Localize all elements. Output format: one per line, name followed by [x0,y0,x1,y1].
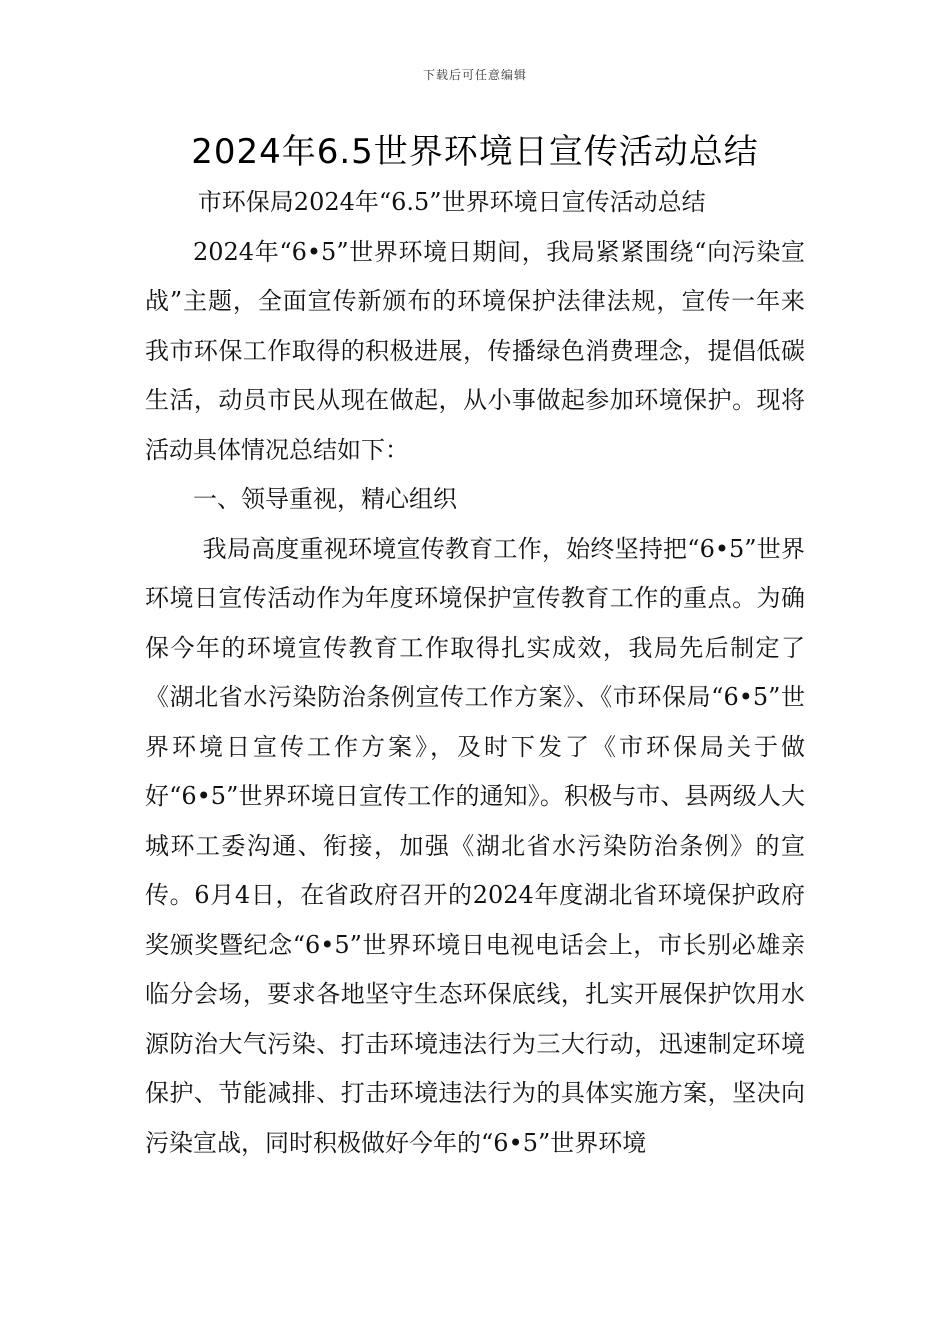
section-heading-1: 一、领导重视，精心组织 [193,485,457,513]
paragraph-section-1: 我局高度重视环境宣传教育工作，始终坚持把“6•5”世界环境日宣传活动作为年度环境保护宣传教育工作的重点。为确保今年的环境宣传教育工作取得扎实成效，我局先后制定了《湖北省水污染防治条例宣传工作方案》、《市环保局“6•5”世界环境日宣传工作方案》，及时下发了《市环保局关于做好“6•5”世界环境日宣传工作的通知》。积极与市、县两级人大城环工委沟通、衔接，加强《湖北省水污染防治条例》的宣传。6月4日，在省政府召开的2024年度湖北省环境保护政府奖颁奖暨纪念“6•5”世界环境日电视电话会上，市长别必雄亲临分会场，要求各地坚守生态环保底线，扎实开展保护饮用水源防治大气污染、打击环境违法行为三大行动，迅速制定环境保护、节能减排、打击环境违法行为的具体实施方案，坚决向污染宣战，同时积极做好今年的“6•5”世界环境 [145,534,805,1157]
document-title: 2024年6.5世界环境日宣传活动总结 [191,132,759,172]
paragraph-intro: 2024年“6•5”世界环境日期间，我局紧紧围绕“向污染宣战”主题，全面宣传新颁布的环境保护法律法规，宣传一年来我市环保工作取得的积极进展，传播绿色消费理念，提倡低碳生活，动员市民从现在做起，从小事做起参加环境保护。现将活动具体情况总结如下： [145,237,805,464]
header-note: 下载后可任意编辑 [422,68,527,82]
document-subtitle: 市环保局2024年“6.5”世界环境日宣传活动总结 [197,188,706,216]
document-body [145,178,805,1168]
